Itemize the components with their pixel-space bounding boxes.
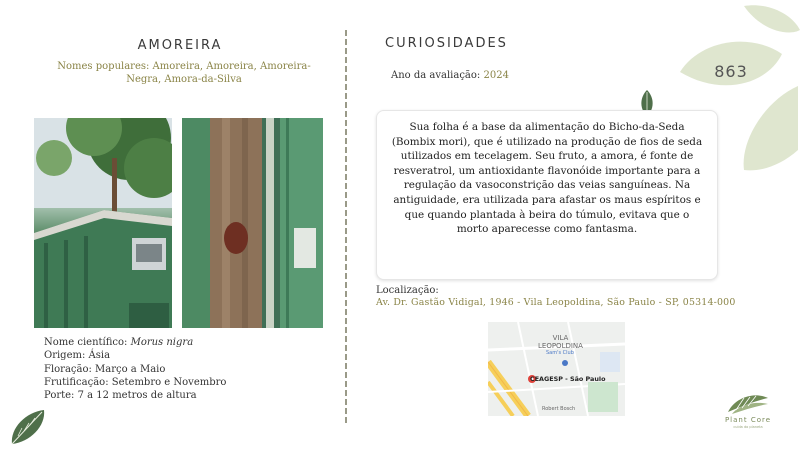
location-label: Localização: (376, 285, 439, 296)
year-value: 2024 (483, 70, 509, 81)
scientific-name: Morus nigra (130, 337, 194, 348)
column-divider (345, 30, 347, 425)
year-label: Ano da avaliação: (391, 70, 481, 81)
curiosity-card (376, 110, 718, 280)
location-address: Av. Dr. Gastão Vidigal, 1946 - Vila Leopoldina, São Paulo - SP, 05314-000 (376, 297, 736, 308)
trunk-photo (182, 118, 323, 328)
plant-number-badge: 863 (714, 62, 748, 81)
plant-title: AMOREIRA (137, 38, 223, 53)
map-street-label: Robert Bosch (542, 406, 576, 412)
logo-name: Plant Core (724, 416, 772, 424)
scientific-name-line (44, 336, 226, 349)
evaluation-year (391, 70, 509, 81)
map-store-label: Sam's Club (546, 350, 574, 356)
plant-facts (44, 336, 226, 402)
location-map (488, 322, 625, 416)
scientific-label: Nome científico: (44, 337, 128, 348)
plant-core-logo-icon (726, 392, 770, 416)
map-place-label: CEAGESP - São Paulo (530, 375, 606, 383)
curiosities-title: CURIOSIDADES (385, 36, 508, 51)
curiosity-text: Sua folha é a base da alimentação do Bicho-da-Seda (Bombix mori), que é utilizado na produção de fios de seda utilizados em tecelagem. Seu fruto, a amora, é fonte de resveratrol, um antioxidante flavonóide importante para a regulação da vasoconstrição das veias sanguíneas. Na antiguidade, era utilizada para afastar os maus espíritos e que quando plantada à beira do túmulo, evitava que o morto aparecesse como fantasma. (391, 121, 703, 236)
fruiting-line: Frutificação: Setembro e Novembro (44, 376, 227, 388)
flowering-line: Floração: Março a Maio (44, 363, 166, 375)
popular-names: Nomes populares: Amoreira, Amoreira, Amoreira-Negra, Amora-da-Silva (57, 61, 311, 85)
size-line: Porte: 7 a 12 metros de altura (44, 390, 197, 402)
origin-line: Origem: Ásia (44, 350, 111, 362)
tree-photo (34, 118, 172, 328)
map-area-label-2: LEOPOLDINA (538, 342, 583, 350)
logo-tagline: cuida do planeta (733, 425, 763, 429)
leaf-icon (8, 406, 48, 446)
map-area-label (538, 334, 583, 350)
map-area-label-1: VILA (552, 334, 569, 342)
